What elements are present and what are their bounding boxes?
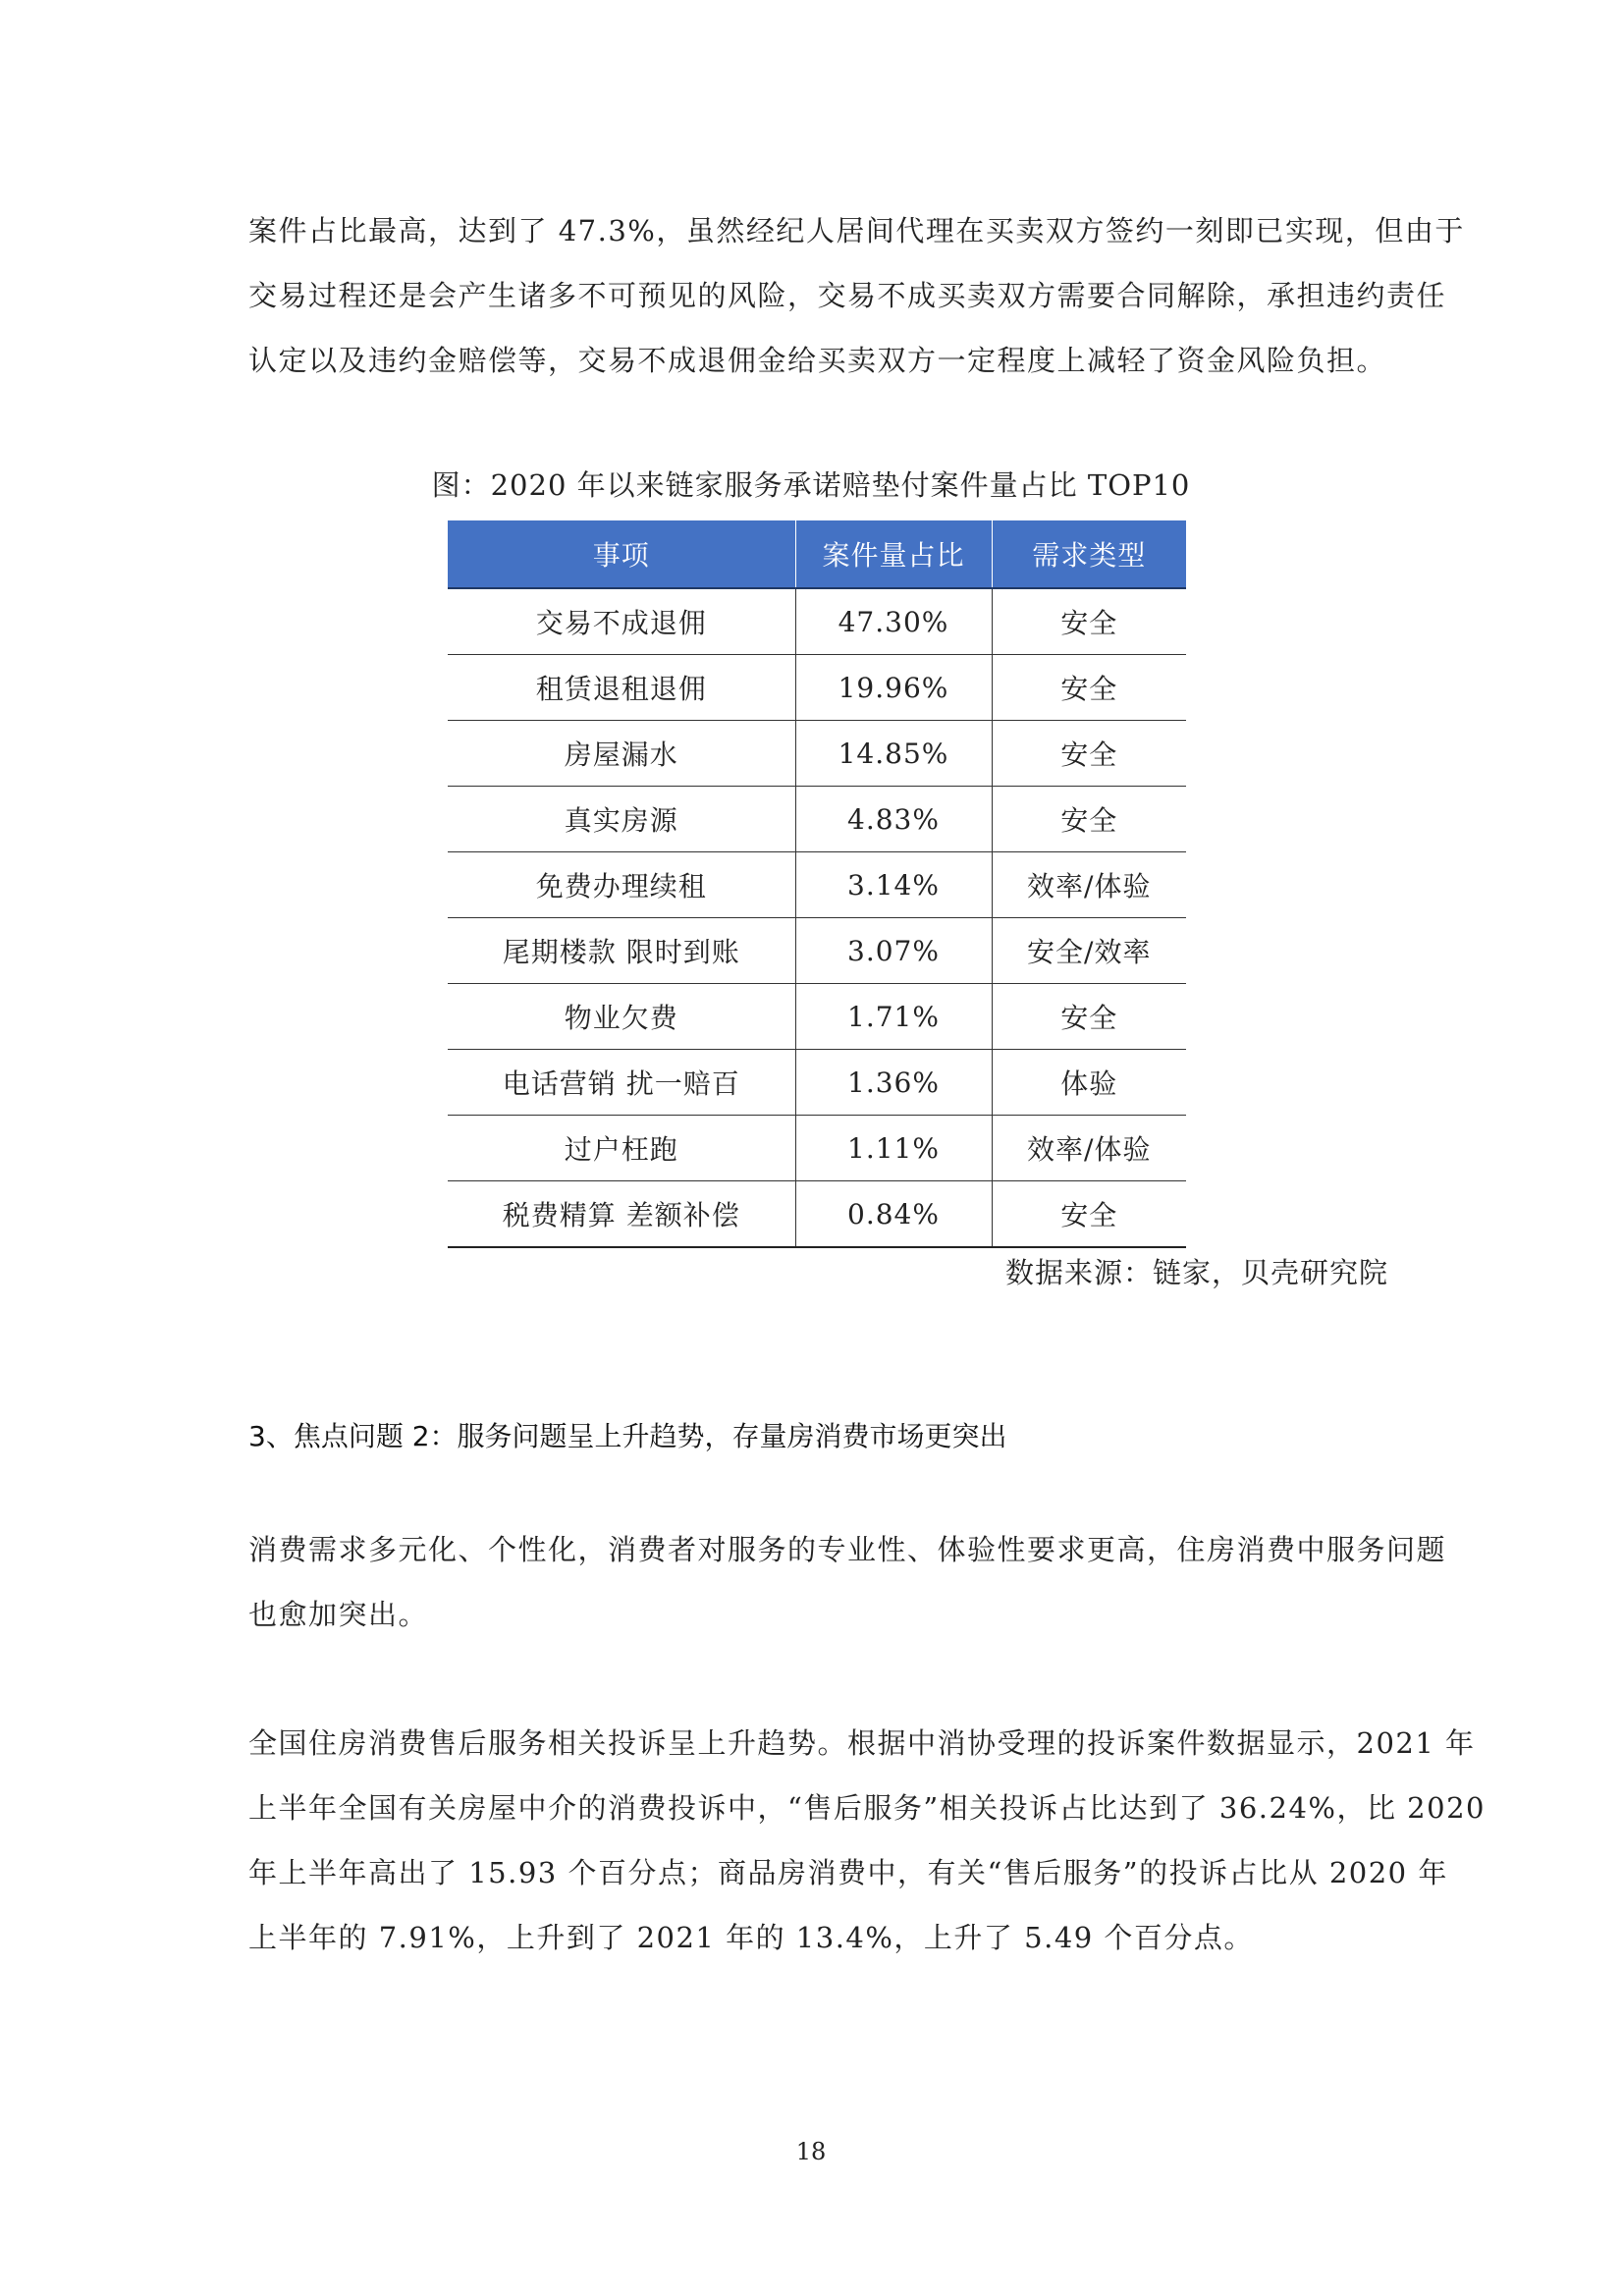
table-row xyxy=(448,984,1186,1050)
cell-share: 1.36% xyxy=(795,1050,992,1116)
column-header-type: 需求类型 xyxy=(992,520,1186,588)
cell-type: 效率/体验 xyxy=(992,852,1186,918)
cell-item: 交易不成退佣 xyxy=(448,588,795,655)
cell-item: 税费精算 差额补偿 xyxy=(448,1181,795,1248)
cell-share: 1.71% xyxy=(795,984,992,1050)
cell-share: 4.83% xyxy=(795,787,992,852)
table-row xyxy=(448,588,1186,655)
cell-item: 真实房源 xyxy=(448,787,795,852)
cell-share: 19.96% xyxy=(795,655,992,721)
cell-share: 0.84% xyxy=(795,1181,992,1248)
page-number: 18 xyxy=(795,2138,827,2165)
figure-caption: 图：2020 年以来链家服务承诺赔垫付案件量占比 TOP10 xyxy=(431,468,1191,502)
table-row xyxy=(448,721,1186,787)
intro-paragraph xyxy=(248,198,1465,393)
paragraph-line: 交易过程还是会产生诸多不可预见的风险，交易不成买卖双方需要合同解除，承担违约责任 xyxy=(248,279,1447,312)
cell-item: 尾期楼款 限时到账 xyxy=(448,918,795,984)
cell-share: 3.07% xyxy=(795,918,992,984)
paragraph-line: 年上半年高出了 15.93 个百分点；商品房消费中，有关“售后服务”的投诉占比从 2020 年 xyxy=(248,1856,1448,1889)
table-row xyxy=(448,787,1186,852)
table-row xyxy=(448,1050,1186,1116)
cell-item: 过户枉跑 xyxy=(448,1116,795,1181)
table-row xyxy=(448,655,1186,721)
table-row xyxy=(448,918,1186,984)
paragraph-line: 消费需求多元化、个性化，消费者对服务的专业性、体验性要求更高，住房消费中服务问题 xyxy=(248,1533,1447,1566)
table-header-row xyxy=(448,520,1186,588)
cell-share: 14.85% xyxy=(795,721,992,787)
cell-type: 安全 xyxy=(992,787,1186,852)
cell-item: 租赁退租退佣 xyxy=(448,655,795,721)
paragraph-line: 认定以及违约金赔偿等，交易不成退佣金给买卖双方一定程度上减轻了资金风险负担。 xyxy=(248,344,1387,377)
cell-type: 安全 xyxy=(992,721,1186,787)
section-heading: 3、焦点问题 2：服务问题呈上升趋势，存量房消费市场更突出 xyxy=(248,1420,1007,1452)
cell-item: 免费办理续租 xyxy=(448,852,795,918)
cell-share: 47.30% xyxy=(795,588,992,655)
paragraph-line: 上半年的 7.91%，上升到了 2021 年的 13.4%，上升了 5.49 个百分点。 xyxy=(248,1921,1254,1954)
cell-type: 安全 xyxy=(992,588,1186,655)
cell-type: 效率/体验 xyxy=(992,1116,1186,1181)
paragraph-line: 也愈加突出。 xyxy=(248,1598,429,1631)
cell-item: 房屋漏水 xyxy=(448,721,795,787)
paragraph-line: 案件占比最高，达到了 47.3%，虽然经纪人居间代理在买卖双方签约一刻即已实现，但由于 xyxy=(248,214,1465,247)
cell-item: 物业欠费 xyxy=(448,984,795,1050)
cell-type: 体验 xyxy=(992,1050,1186,1116)
top10-case-table xyxy=(448,520,1186,1248)
complaint-trend-paragraph xyxy=(248,1711,1486,1970)
cell-share: 1.11% xyxy=(795,1116,992,1181)
service-demand-paragraph xyxy=(248,1517,1447,1647)
data-source-note: 数据来源：链家，贝壳研究院 xyxy=(1004,1256,1388,1289)
paragraph-line: 全国住房消费售后服务相关投诉呈上升趋势。根据中消协受理的投诉案件数据显示，2021 年 xyxy=(248,1726,1476,1760)
cell-item: 电话营销 扰一赔百 xyxy=(448,1050,795,1116)
table-row xyxy=(448,1181,1186,1248)
cell-share: 3.14% xyxy=(795,852,992,918)
cell-type: 安全 xyxy=(992,984,1186,1050)
table-row xyxy=(448,1116,1186,1181)
paragraph-line: 上半年全国有关房屋中介的消费投诉中，“售后服务”相关投诉占比达到了 36.24%，比 2020 xyxy=(248,1791,1486,1825)
column-header-share: 案件量占比 xyxy=(795,520,992,588)
cell-type: 安全/效率 xyxy=(992,918,1186,984)
cell-type: 安全 xyxy=(992,1181,1186,1248)
cell-type: 安全 xyxy=(992,655,1186,721)
table-row xyxy=(448,852,1186,918)
column-header-item: 事项 xyxy=(448,520,795,588)
